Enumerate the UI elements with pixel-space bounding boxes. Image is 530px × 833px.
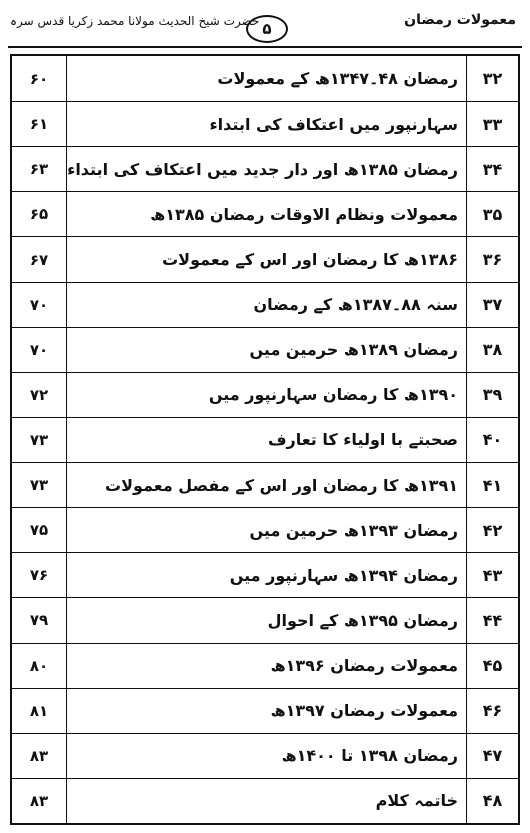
entry-number: ۳۹ — [466, 373, 518, 417]
entry-number: ۳۵ — [466, 192, 518, 236]
entry-page: ۷۹ — [29, 611, 49, 630]
entry-page: ۸۰ — [29, 656, 49, 675]
entry-page: ۷۳ — [29, 430, 49, 449]
entry-page: ۷۰ — [29, 295, 49, 314]
entry-page: ۷۳ — [29, 476, 49, 495]
entry-page: ۶۷ — [29, 250, 49, 269]
entry-title: رمضان ۱۳۹۸ تا ۱۴۰۰ھ — [66, 734, 466, 778]
entry-title: معمولات ونظام الاوقات رمضان ۱۳۸۵ھ — [66, 192, 466, 236]
toc-row — [12, 146, 518, 191]
toc-row — [12, 733, 518, 778]
entry-title: معمولات رمضان ۱۳۹۶ھ — [66, 644, 466, 688]
toc-row — [12, 236, 518, 281]
toc-row — [12, 597, 518, 642]
entry-page: ۷۰ — [29, 340, 49, 359]
toc-row — [12, 643, 518, 688]
entry-number: ۳۷ — [466, 283, 518, 327]
toc-row — [12, 462, 518, 507]
table-of-contents — [10, 54, 520, 825]
entry-page: ۷۲ — [29, 385, 49, 404]
entry-title: رمضان ۴۸۔۱۳۴۷ھ کے معمولات — [66, 56, 466, 101]
entry-page: ۸۳ — [29, 791, 49, 810]
author-line: حضرت شیخ الحدیث مولانا محمد زکریا قدس سرہ — [10, 14, 260, 28]
entry-number: ۴۷ — [466, 734, 518, 778]
entry-title: معمولات رمضان ۱۳۹۷ھ — [66, 689, 466, 733]
toc-row — [12, 372, 518, 417]
page-number-badge: ۵ — [246, 15, 288, 43]
header-divider — [8, 46, 522, 48]
toc-row — [12, 191, 518, 236]
entry-number: ۴۸ — [466, 779, 518, 823]
entry-number: ۴۱ — [466, 463, 518, 507]
entry-title: رمضان ۱۳۹۳ھ حرمین میں — [66, 508, 466, 552]
entry-title: سہارنپور میں اعتکاف کی ابتداء — [66, 102, 466, 146]
entry-number: ۴۴ — [466, 598, 518, 642]
entry-number: ۴۳ — [466, 553, 518, 597]
entry-title: ۱۳۹۰ھ کا رمضان سہارنپور میں — [66, 373, 466, 417]
entry-title: رمضان ۱۳۹۴ھ سہارنپور میں — [66, 553, 466, 597]
section-title: معمولات رمضان — [404, 12, 516, 28]
entry-number: ۴۶ — [466, 689, 518, 733]
toc-row — [12, 417, 518, 462]
entry-page: ۸۳ — [29, 746, 49, 765]
entry-page: ۸۱ — [29, 701, 49, 720]
toc-row — [12, 56, 518, 101]
entry-number: ۳۳ — [466, 102, 518, 146]
entry-title: صحبتے با اولیاء کا تعارف — [66, 418, 466, 462]
toc-row — [12, 688, 518, 733]
entry-number: ۴۰ — [466, 418, 518, 462]
toc-row — [12, 282, 518, 327]
toc-row — [12, 101, 518, 146]
entry-number: ۴۲ — [466, 508, 518, 552]
entry-number: ۴۵ — [466, 644, 518, 688]
entry-title: رمضان ۱۳۸۹ھ حرمین میں — [66, 328, 466, 372]
entry-page: ۶۵ — [29, 205, 49, 224]
entry-page: ۶۰ — [29, 69, 49, 88]
entry-title: ۱۳۹۱ھ کا رمضان اور اس کے مفصل معمولات — [66, 463, 466, 507]
toc-row — [12, 327, 518, 372]
entry-page: ۷۵ — [29, 521, 49, 540]
entry-page: ۶۳ — [29, 160, 49, 179]
entry-title: سنہ ۸۸۔۱۳۸۷ھ کے رمضان — [66, 283, 466, 327]
entry-title: خاتمہ کلام — [66, 779, 466, 823]
entry-page: ۶۱ — [29, 115, 49, 134]
entry-page: ۷۶ — [29, 566, 49, 585]
entry-number: ۳۲ — [466, 56, 518, 101]
entry-number: ۳۶ — [466, 237, 518, 281]
page-header — [0, 0, 530, 52]
toc-row — [12, 552, 518, 597]
entry-title: رمضان ۱۳۹۵ھ کے احوال — [66, 598, 466, 642]
entry-number: ۳۴ — [466, 147, 518, 191]
toc-row — [12, 507, 518, 552]
entry-title: ۱۳۸۶ھ کا رمضان اور اس کے معمولات — [66, 237, 466, 281]
toc-row — [12, 778, 518, 823]
entry-number: ۳۸ — [466, 328, 518, 372]
entry-title: رمضان ۱۳۸۵ھ اور دار جدید میں اعتکاف کی ابتداء — [66, 147, 466, 191]
